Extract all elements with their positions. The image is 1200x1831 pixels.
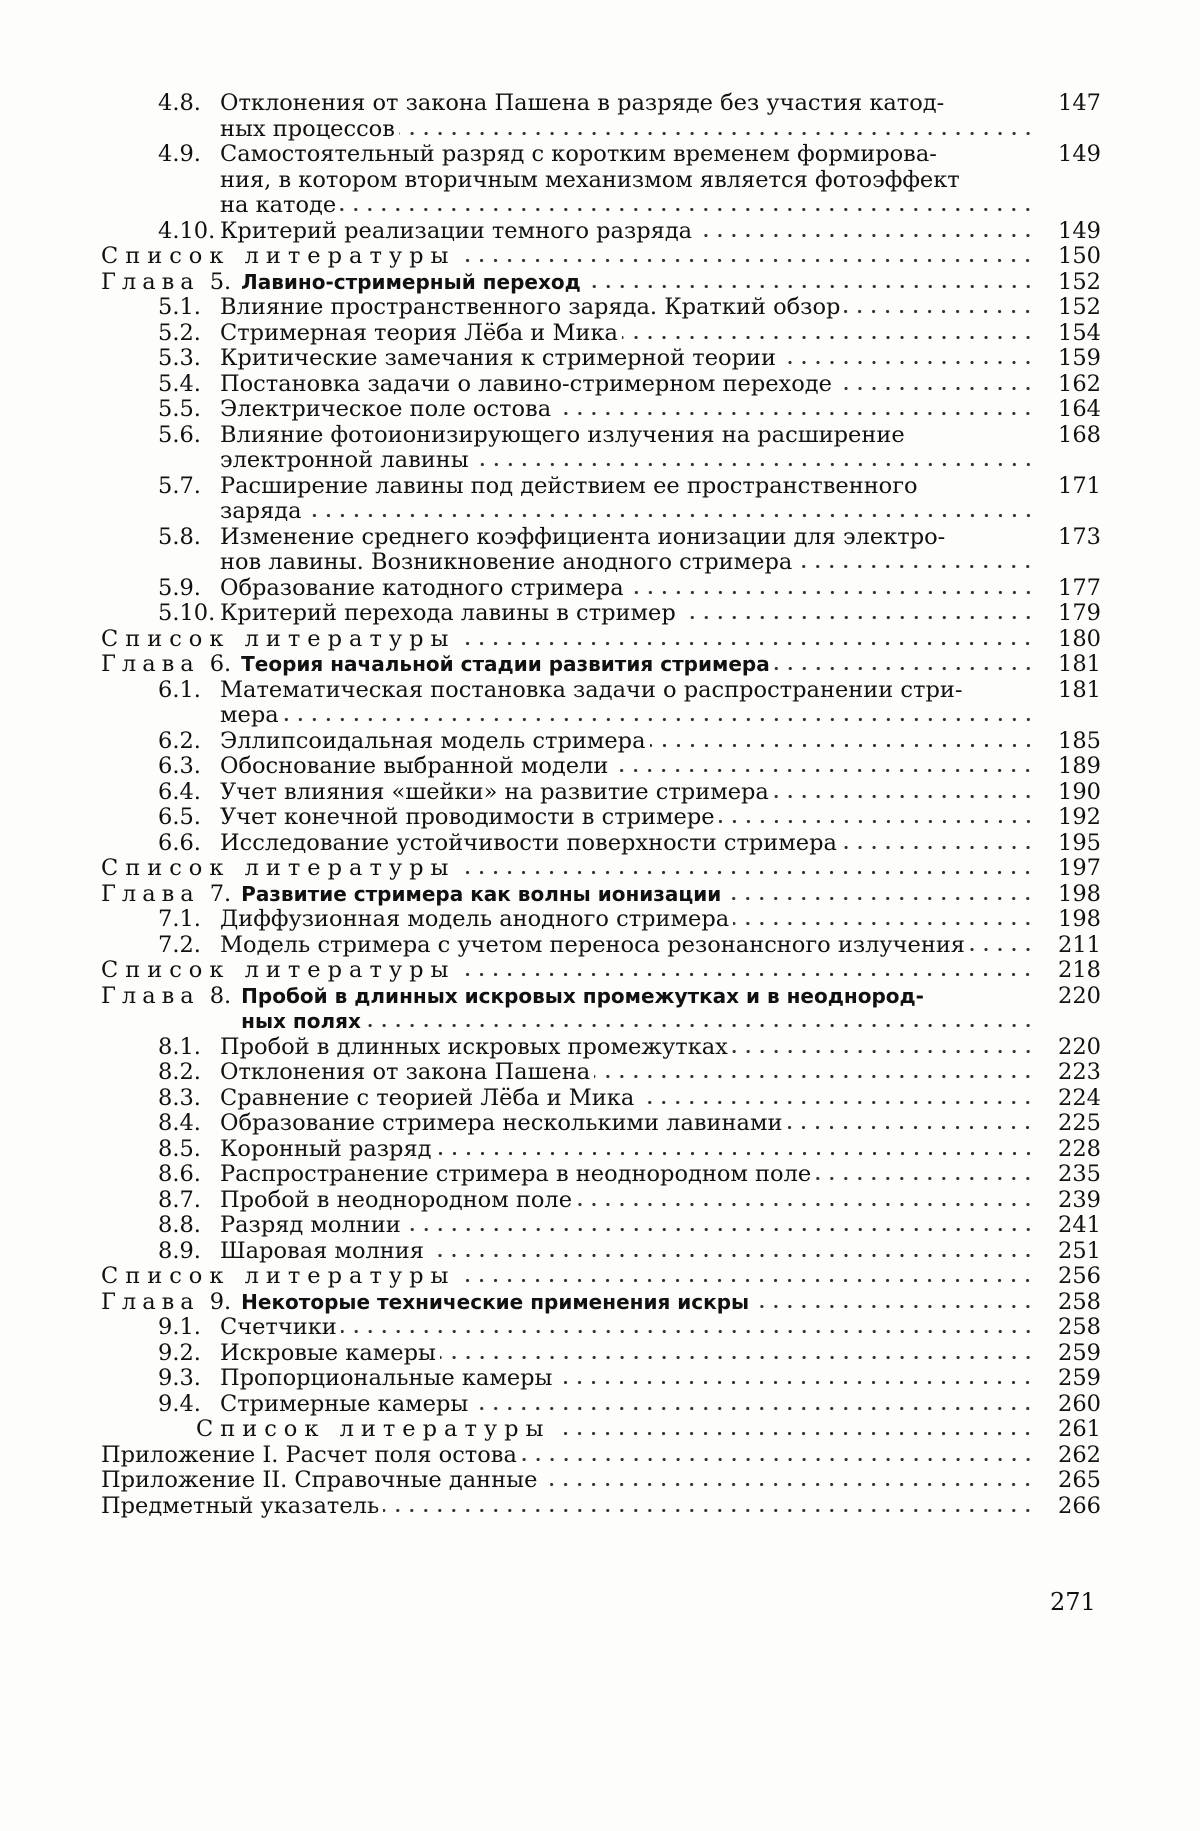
entry-body bbox=[101, 1264, 1039, 1290]
section-number: 8.5. bbox=[158, 1135, 201, 1162]
section-number: 4.10. bbox=[158, 217, 216, 244]
chapter-label: Глава bbox=[101, 651, 200, 677]
chapter-label: Глава bbox=[101, 268, 200, 295]
page-ref: 262 bbox=[1058, 1441, 1101, 1468]
toc-entry-ref bbox=[101, 856, 1101, 882]
page-number: 271 bbox=[1050, 1588, 1096, 1616]
toc-entry-ref bbox=[101, 1417, 1101, 1443]
toc-entry-section bbox=[101, 346, 1101, 372]
entry-body bbox=[220, 1137, 1039, 1163]
entry-body bbox=[241, 882, 1039, 908]
dot-leader bbox=[622, 335, 1035, 340]
section-number: 7.2. bbox=[158, 931, 201, 958]
entry-title: на катоде bbox=[220, 193, 337, 218]
page-ref: 261 bbox=[1058, 1416, 1101, 1442]
page-ref: 218 bbox=[1058, 957, 1101, 983]
entry-body bbox=[101, 856, 1039, 882]
section-number: 5.4. bbox=[158, 370, 201, 397]
entry-body bbox=[220, 1035, 1039, 1061]
entry-body bbox=[220, 805, 1039, 831]
toc-entry-section bbox=[101, 754, 1101, 780]
toc-entry-section bbox=[101, 1366, 1101, 1392]
dot-leader bbox=[340, 207, 1035, 212]
entry-title: Список литературы bbox=[196, 1417, 551, 1442]
entry-title: ных процессов bbox=[220, 116, 395, 142]
entry-title: Критерий перехода лавины в стример bbox=[220, 601, 676, 626]
entry-title: Критерий реализации темного разряда bbox=[220, 218, 693, 244]
dot-leader bbox=[521, 1457, 1035, 1462]
toc-entry-section bbox=[101, 1060, 1101, 1086]
dot-leader bbox=[844, 309, 1035, 314]
page-ref: 164 bbox=[1058, 396, 1101, 422]
chapter-number: 9. bbox=[209, 1288, 232, 1315]
toc-entry-section bbox=[101, 372, 1101, 398]
entry-body bbox=[220, 91, 1039, 142]
page-ref: 258 bbox=[1058, 1314, 1101, 1340]
toc-entry-section bbox=[101, 397, 1101, 423]
entry-body bbox=[220, 1366, 1039, 1392]
page-ref: 159 bbox=[1058, 345, 1101, 371]
page-ref: 168 bbox=[1058, 421, 1101, 448]
page-ref: 239 bbox=[1058, 1186, 1101, 1213]
page-ref: 265 bbox=[1058, 1467, 1101, 1493]
entry-body bbox=[220, 907, 1039, 933]
entry-title: Стримерная теория Лёба и Мика bbox=[220, 320, 618, 346]
section-number: 5.9. bbox=[158, 574, 201, 601]
toc-entry-chapter bbox=[101, 652, 1101, 678]
toc-entry-section bbox=[101, 729, 1101, 755]
dot-leader bbox=[459, 972, 1035, 977]
page-ref: 179 bbox=[1058, 600, 1101, 626]
page-ref: 198 bbox=[1058, 880, 1101, 907]
toc-entry-section bbox=[101, 1035, 1101, 1061]
entry-body bbox=[220, 219, 1039, 245]
entry-title: Развитие стримера как волны ионизации bbox=[241, 881, 722, 906]
toc-entry-section bbox=[101, 576, 1101, 602]
entry-title-line: ния, в котором вторичным механизмом является фотоэффект bbox=[220, 167, 960, 193]
entry-title: Образование катодного стримера bbox=[220, 575, 624, 601]
dot-leader bbox=[725, 896, 1035, 901]
entry-body bbox=[220, 1188, 1039, 1214]
toc-entry-section bbox=[101, 474, 1101, 525]
page-ref: 181 bbox=[1058, 651, 1101, 677]
dot-leader bbox=[405, 1227, 1035, 1232]
entry-title: ных полях bbox=[241, 1009, 361, 1033]
dot-leader bbox=[459, 1278, 1035, 1283]
dot-leader bbox=[585, 284, 1035, 289]
page-ref: 181 bbox=[1058, 676, 1101, 703]
page-ref: 228 bbox=[1058, 1135, 1101, 1162]
entry-title: Образование стримера несколькими лавинами bbox=[220, 1111, 783, 1136]
page-ref: 241 bbox=[1058, 1212, 1101, 1238]
toc-entry-section bbox=[101, 1239, 1101, 1265]
entry-body bbox=[220, 1111, 1039, 1137]
entry-body bbox=[101, 1468, 1039, 1494]
dot-leader bbox=[341, 1329, 1035, 1334]
page-ref: 195 bbox=[1058, 829, 1101, 856]
dot-leader bbox=[841, 845, 1035, 850]
section-number: 9.1. bbox=[158, 1314, 201, 1340]
toc-entry-section bbox=[101, 1162, 1101, 1188]
entry-title: нов лавины. Возникновение анодного стримера bbox=[220, 550, 793, 575]
dot-leader bbox=[612, 768, 1035, 773]
dot-leader bbox=[306, 513, 1035, 518]
entry-body bbox=[101, 958, 1039, 984]
dot-leader bbox=[436, 1151, 1036, 1156]
entry-title: Отклонения от закона Пашена bbox=[220, 1060, 591, 1085]
entry-body bbox=[220, 831, 1039, 857]
entry-title: Постановка задачи о лавино-стримерном переходе bbox=[220, 371, 832, 397]
dot-leader bbox=[554, 1431, 1035, 1436]
chapter-label: Глава bbox=[101, 982, 200, 1009]
dot-leader bbox=[283, 717, 1035, 722]
entry-title-line: Изменение среднего коэффициента ионизации для электро- bbox=[220, 524, 946, 550]
entry-title: Электрическое поле остова bbox=[220, 397, 552, 422]
chapter-number: 8. bbox=[209, 982, 232, 1009]
dot-leader bbox=[969, 947, 1035, 952]
entry-title: Приложение II. Справочные данные bbox=[101, 1468, 538, 1493]
entry-title-line: Математическая постановка задачи о распространении стри- bbox=[220, 677, 963, 703]
section-number: 9.2. bbox=[158, 1339, 201, 1366]
entry-title: Обоснование выбранной модели bbox=[220, 754, 609, 779]
chapter-number: 5. bbox=[209, 268, 232, 295]
entry-body bbox=[241, 652, 1039, 678]
page-ref: 149 bbox=[1058, 141, 1101, 167]
page-ref: 185 bbox=[1058, 727, 1101, 754]
entry-title: Модель стримера с учетом переноса резонансного излучения bbox=[220, 932, 966, 958]
entry-body bbox=[220, 1341, 1039, 1367]
dot-leader bbox=[594, 1074, 1035, 1079]
entry-body bbox=[220, 1213, 1039, 1239]
entry-title: Влияние пространственного заряда. Краткий обзор bbox=[220, 295, 841, 320]
section-number: 9.4. bbox=[158, 1390, 201, 1417]
toc-entry-section bbox=[101, 219, 1101, 245]
section-number: 8.8. bbox=[158, 1212, 201, 1238]
toc-entry-section bbox=[101, 1111, 1101, 1137]
toc-entry-section bbox=[101, 780, 1101, 806]
entry-body bbox=[220, 576, 1039, 602]
section-number: 7.1. bbox=[158, 906, 201, 932]
toc-entry-chapter bbox=[101, 882, 1101, 908]
section-number: 6.5. bbox=[158, 804, 201, 830]
dot-leader bbox=[815, 1176, 1035, 1181]
section-number: 5.6. bbox=[158, 421, 201, 448]
page-ref: 173 bbox=[1058, 523, 1101, 550]
dot-leader bbox=[459, 870, 1035, 875]
entry-title: Эллипсоидальная модель стримера bbox=[220, 728, 646, 754]
entry-title: электронной лавины bbox=[220, 448, 469, 473]
toc-entry-section bbox=[101, 601, 1101, 627]
entry-body bbox=[220, 678, 1039, 729]
toc-entry-ref bbox=[101, 244, 1101, 270]
entry-title: Распространение стримера в неоднородном поле bbox=[220, 1162, 812, 1187]
entry-title: Список литературы bbox=[101, 244, 456, 269]
entry-title: Приложение I. Расчет поля остова bbox=[101, 1442, 517, 1468]
dot-leader bbox=[556, 1380, 1035, 1385]
section-number: 6.1. bbox=[158, 676, 201, 703]
page-ref: 235 bbox=[1058, 1161, 1101, 1187]
toc-entry-section bbox=[101, 907, 1101, 933]
entry-title-line: Расширение лавины под действием ее пространственного bbox=[220, 473, 918, 499]
page-ref: 220 bbox=[1058, 982, 1101, 1009]
entry-title: Сравнение с теорией Лёба и Мика bbox=[220, 1085, 635, 1111]
entry-body bbox=[220, 142, 1039, 219]
toc-entry-section bbox=[101, 321, 1101, 347]
chapter-label: Глава bbox=[101, 880, 200, 907]
toc-entry-section bbox=[101, 1392, 1101, 1418]
toc-entry-section bbox=[101, 933, 1101, 959]
entry-body bbox=[220, 474, 1039, 525]
page-ref: 152 bbox=[1058, 268, 1101, 295]
dot-leader bbox=[638, 1100, 1035, 1105]
page-ref: 259 bbox=[1058, 1365, 1101, 1391]
entry-title: Исследование устойчивости поверхности стримера bbox=[220, 830, 837, 856]
page-ref: 192 bbox=[1058, 804, 1101, 830]
section-number: 5.2. bbox=[158, 319, 201, 346]
page-ref: 190 bbox=[1058, 778, 1101, 805]
entry-title: Список литературы bbox=[101, 856, 456, 881]
toc-entry-section bbox=[101, 678, 1101, 729]
entry-body bbox=[220, 1162, 1039, 1188]
entry-title: мера bbox=[220, 703, 279, 728]
entry-title: Предметный указатель bbox=[101, 1493, 380, 1519]
dot-leader bbox=[786, 1125, 1035, 1130]
chapter-number: 6. bbox=[209, 651, 232, 677]
dot-leader bbox=[383, 1508, 1035, 1513]
page-ref: 266 bbox=[1058, 1492, 1101, 1519]
toc-entry-ref bbox=[101, 958, 1101, 984]
entry-body bbox=[241, 984, 1039, 1035]
toc-entry-section bbox=[101, 1188, 1101, 1214]
dot-leader bbox=[796, 564, 1035, 569]
entry-title: Критические замечания к стримерной теории bbox=[220, 346, 776, 371]
section-number: 6.4. bbox=[158, 778, 201, 805]
chapter-number: 7. bbox=[209, 880, 232, 907]
entry-body bbox=[241, 1290, 1039, 1316]
section-number: 8.6. bbox=[158, 1161, 201, 1187]
dot-leader bbox=[428, 1253, 1035, 1258]
page-ref: 177 bbox=[1058, 574, 1101, 601]
dot-leader bbox=[696, 233, 1035, 238]
toc-entry-section bbox=[101, 91, 1101, 142]
dot-leader bbox=[541, 1482, 1035, 1487]
section-number: 4.8. bbox=[158, 90, 201, 116]
page-ref: 258 bbox=[1058, 1288, 1101, 1315]
entry-title: Учет влияния «шейки» на развитие стримера bbox=[220, 779, 769, 805]
page-ref: 180 bbox=[1058, 625, 1101, 652]
dot-leader bbox=[773, 794, 1035, 799]
chapter-label: Глава bbox=[101, 1288, 200, 1315]
entry-title: Пропорциональные камеры bbox=[220, 1366, 553, 1391]
entry-body bbox=[220, 321, 1039, 347]
entry-body bbox=[220, 295, 1039, 321]
page-ref: 154 bbox=[1058, 319, 1101, 346]
page-ref: 251 bbox=[1058, 1237, 1101, 1264]
entry-title: Счетчики bbox=[220, 1315, 337, 1340]
page-ref: 189 bbox=[1058, 753, 1101, 779]
toc-entry-section bbox=[101, 1086, 1101, 1112]
entry-title-line: Отклонения от закона Пашена в разряде без участия катод- bbox=[220, 91, 945, 116]
toc-entry-chapter bbox=[101, 984, 1101, 1035]
dot-leader bbox=[774, 666, 1035, 671]
entry-body bbox=[220, 933, 1039, 959]
section-number: 5.8. bbox=[158, 523, 201, 550]
entry-body bbox=[101, 1494, 1039, 1520]
entry-body bbox=[220, 1392, 1039, 1418]
section-number: 5.5. bbox=[158, 396, 201, 422]
page-ref: 147 bbox=[1058, 90, 1101, 116]
section-number: 9.3. bbox=[158, 1365, 201, 1391]
section-number: 6.6. bbox=[158, 829, 201, 856]
entry-title: Пробой в неоднородном поле bbox=[220, 1187, 573, 1213]
entry-title: Список литературы bbox=[101, 1264, 456, 1289]
entry-body bbox=[220, 525, 1039, 576]
entry-title: Диффузионная модель анодного стримера bbox=[220, 907, 730, 932]
entry-body bbox=[196, 1417, 1039, 1443]
dot-leader bbox=[555, 411, 1035, 416]
entry-title: Некоторые технические применения искры bbox=[241, 1289, 750, 1314]
section-number: 5.10. bbox=[158, 600, 216, 626]
page-ref: 260 bbox=[1058, 1390, 1101, 1417]
dot-leader bbox=[733, 921, 1035, 926]
entry-title: Разряд молнии bbox=[220, 1213, 401, 1238]
table-of-contents bbox=[101, 91, 1101, 1519]
toc-entry-section bbox=[101, 1315, 1101, 1341]
section-number: 8.1. bbox=[158, 1033, 201, 1060]
page-ref: 149 bbox=[1058, 217, 1101, 244]
entry-title: Список литературы bbox=[101, 626, 456, 652]
entry-body bbox=[220, 372, 1039, 398]
section-number: 5.1. bbox=[158, 294, 201, 320]
toc-entry-chapter bbox=[101, 1290, 1101, 1316]
dot-leader bbox=[459, 641, 1035, 646]
entry-title: Лавино-стримерный переход bbox=[241, 269, 581, 294]
entry-title: Теория начальной стадии развития стримера bbox=[241, 652, 770, 676]
page-ref: 197 bbox=[1058, 855, 1101, 881]
dot-leader bbox=[836, 386, 1035, 391]
dot-leader bbox=[650, 743, 1035, 748]
page-ref: 256 bbox=[1058, 1263, 1101, 1289]
entry-body bbox=[220, 754, 1039, 780]
toc-entry-plain bbox=[101, 1468, 1101, 1494]
entry-title: Шаровая молния bbox=[220, 1238, 424, 1264]
entry-title: Учет конечной проводимости в стримере bbox=[220, 805, 715, 830]
entry-body bbox=[241, 270, 1039, 296]
dot-leader bbox=[472, 1406, 1035, 1411]
dot-leader bbox=[473, 462, 1035, 467]
section-number: 6.2. bbox=[158, 727, 201, 754]
section-number: 8.2. bbox=[158, 1059, 201, 1085]
section-number: 5.3. bbox=[158, 345, 201, 371]
toc-entry-ref bbox=[101, 1264, 1101, 1290]
dot-leader bbox=[440, 1355, 1035, 1360]
page-ref: 162 bbox=[1058, 370, 1101, 397]
section-number: 8.7. bbox=[158, 1186, 201, 1213]
page-ref: 223 bbox=[1058, 1059, 1101, 1085]
toc-entry-section bbox=[101, 525, 1101, 576]
entry-body bbox=[220, 1060, 1039, 1086]
dot-leader bbox=[365, 1023, 1035, 1028]
entry-title-line: Влияние фотоионизирующего излучения на расширение bbox=[220, 422, 905, 448]
entry-body bbox=[101, 627, 1039, 653]
entry-title: Искровые камеры bbox=[220, 1340, 436, 1366]
section-number: 4.9. bbox=[158, 141, 201, 167]
entry-title: заряда bbox=[220, 499, 302, 524]
page-ref: 171 bbox=[1058, 472, 1101, 499]
entry-title-line: Самостоятельный разряд с коротким временем формирова- bbox=[220, 142, 937, 167]
dot-leader bbox=[732, 1049, 1035, 1054]
dot-leader bbox=[680, 615, 1035, 620]
section-number: 8.4. bbox=[158, 1110, 201, 1136]
entry-body bbox=[220, 1086, 1039, 1112]
entry-body bbox=[220, 423, 1039, 474]
toc-entry-plain bbox=[101, 1443, 1101, 1469]
entry-title: Коронный разряд bbox=[220, 1136, 432, 1162]
entry-title-line: Пробой в длинных искровых промежутках и в неоднород- bbox=[241, 983, 924, 1008]
page-ref: 259 bbox=[1058, 1339, 1101, 1366]
page-ref: 211 bbox=[1058, 931, 1101, 958]
entry-body bbox=[101, 1443, 1039, 1469]
entry-body bbox=[220, 780, 1039, 806]
dot-leader bbox=[719, 819, 1035, 824]
toc-entry-ref bbox=[101, 627, 1101, 653]
dot-leader bbox=[459, 258, 1035, 263]
section-number: 6.3. bbox=[158, 753, 201, 779]
entry-title: Пробой в длинных искровых промежутках bbox=[220, 1034, 728, 1060]
section-number: 8.9. bbox=[158, 1237, 201, 1264]
toc-entry-section bbox=[101, 831, 1101, 857]
page-ref: 225 bbox=[1058, 1110, 1101, 1136]
dot-leader bbox=[628, 590, 1035, 595]
toc-entry-section bbox=[101, 423, 1101, 474]
entry-body bbox=[220, 346, 1039, 372]
page-ref: 224 bbox=[1058, 1084, 1101, 1111]
dot-leader bbox=[780, 360, 1035, 365]
toc-entry-plain bbox=[101, 1494, 1101, 1520]
toc-entry-section bbox=[101, 1137, 1101, 1163]
page-ref: 220 bbox=[1058, 1033, 1101, 1060]
toc-entry-section bbox=[101, 1341, 1101, 1367]
toc-entry-section bbox=[101, 805, 1101, 831]
section-number: 5.7. bbox=[158, 472, 201, 499]
dot-leader bbox=[399, 131, 1035, 136]
page-ref: 198 bbox=[1058, 906, 1101, 932]
entry-body bbox=[220, 729, 1039, 755]
entry-body bbox=[220, 397, 1039, 423]
toc-entry-section bbox=[101, 142, 1101, 219]
entry-title: Список литературы bbox=[101, 958, 456, 983]
section-number: 8.3. bbox=[158, 1084, 201, 1111]
entry-body bbox=[101, 244, 1039, 270]
entry-body bbox=[220, 601, 1039, 627]
entry-body bbox=[220, 1315, 1039, 1341]
toc-entry-section bbox=[101, 295, 1101, 321]
entry-body bbox=[220, 1239, 1039, 1265]
dot-leader bbox=[576, 1202, 1035, 1207]
dot-leader bbox=[753, 1304, 1035, 1309]
page-ref: 150 bbox=[1058, 243, 1101, 269]
page-ref: 152 bbox=[1058, 294, 1101, 320]
toc-entry-chapter bbox=[101, 270, 1101, 296]
entry-title: Стримерные камеры bbox=[220, 1391, 469, 1417]
toc-entry-section bbox=[101, 1213, 1101, 1239]
